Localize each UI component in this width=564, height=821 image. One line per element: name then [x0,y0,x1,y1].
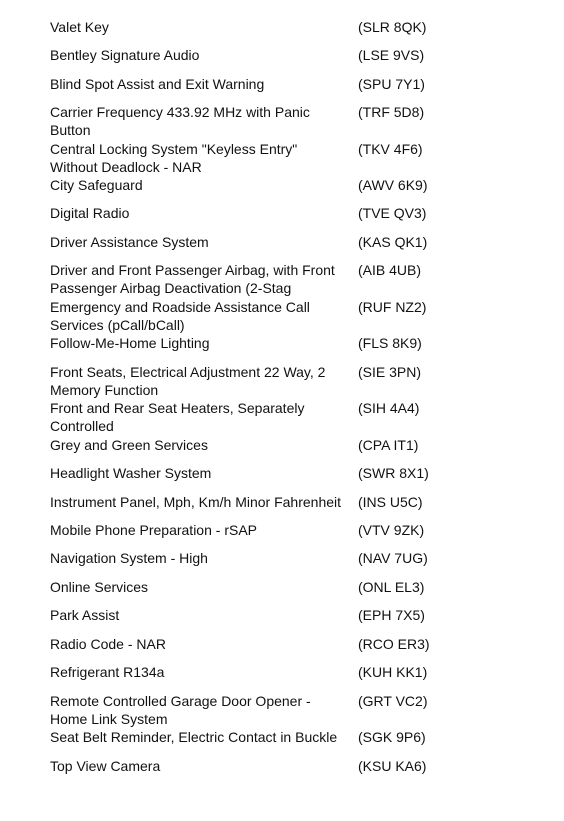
option-code: (GRT VC2) [358,693,428,709]
option-name: Seat Belt Reminder, Electric Contact in Buckle [50,729,338,745]
option-name: Grey and Green Services [50,437,208,453]
option-code: (KUH KK1) [358,664,428,680]
option-name: Central Locking System "Keyless Entry" Without Deadlock - NAR [50,141,298,175]
option-code: (EPH 7X5) [358,607,425,623]
option-name: Carrier Frequency 433.92 MHz with Panic Button [50,104,310,138]
option-code: (RCO ER3) [358,636,430,652]
option-name: Refrigerant R134a [50,664,165,680]
option-code: (FLS 8K9) [358,335,422,351]
option-name: Blind Spot Assist and Exit Warning [50,76,265,92]
option-code: (VTV 9ZK) [358,522,425,538]
option-code: (SWR 8X1) [358,465,429,481]
option-code: (RUF NZ2) [358,299,427,315]
option-name: Front and Rear Seat Heaters, Separately Controlled [50,400,305,434]
option-code: (AWV 6K9) [358,177,428,193]
option-code: (CPA IT1) [358,437,419,453]
option-name: Digital Radio [50,205,130,221]
option-code: (ONL EL3) [358,579,425,595]
option-code: (SPU 7Y1) [358,76,425,92]
option-code: (TKV 4F6) [358,141,423,157]
option-code: (SLR 8QK) [358,19,427,35]
option-code: (TVE QV3) [358,205,427,221]
option-name: Driver Assistance System [50,234,209,250]
option-name: Navigation System - High [50,550,208,566]
option-code: (NAV 7UG) [358,550,428,566]
option-code: (INS U5C) [358,494,423,510]
option-name: Emergency and Roadside Assistance Call Services (pCall/bCall) [50,299,310,333]
equipment-list [50,0,530,821]
option-name: Instrument Panel, Mph, Km/h Minor Fahrenheit [50,494,342,510]
option-code: (AIB 4UB) [358,262,422,278]
option-name: Park Assist [50,607,120,623]
option-name: Valet Key [50,19,109,35]
option-name: Radio Code - NAR [50,636,166,652]
option-code: (TRF 5D8) [358,104,425,120]
option-name: Mobile Phone Preparation - rSAP [50,522,257,538]
option-code: (LSE 9VS) [358,47,425,63]
option-name: Front Seats, Electrical Adjustment 22 Way, 2 Memory Function [50,364,326,398]
option-name: Bentley Signature Audio [50,47,200,63]
option-name: Driver and Front Passenger Airbag, with Front Passenger Airbag Deactivation (2-Stag [50,262,335,296]
option-name: Online Services [50,579,149,595]
option-name: City Safeguard [50,177,143,193]
option-name: Top View Camera [50,758,161,774]
option-code: (SIH 4A4) [358,400,420,416]
option-name: Headlight Washer System [50,465,212,481]
option-name: Remote Controlled Garage Door Opener - Home Link System [50,693,311,727]
option-name: Follow-Me-Home Lighting [50,335,210,351]
option-code: (SIE 3PN) [358,364,422,380]
option-code: (KSU KA6) [358,758,427,774]
option-code: (KAS QK1) [358,234,428,250]
option-code: (SGK 9P6) [358,729,426,745]
